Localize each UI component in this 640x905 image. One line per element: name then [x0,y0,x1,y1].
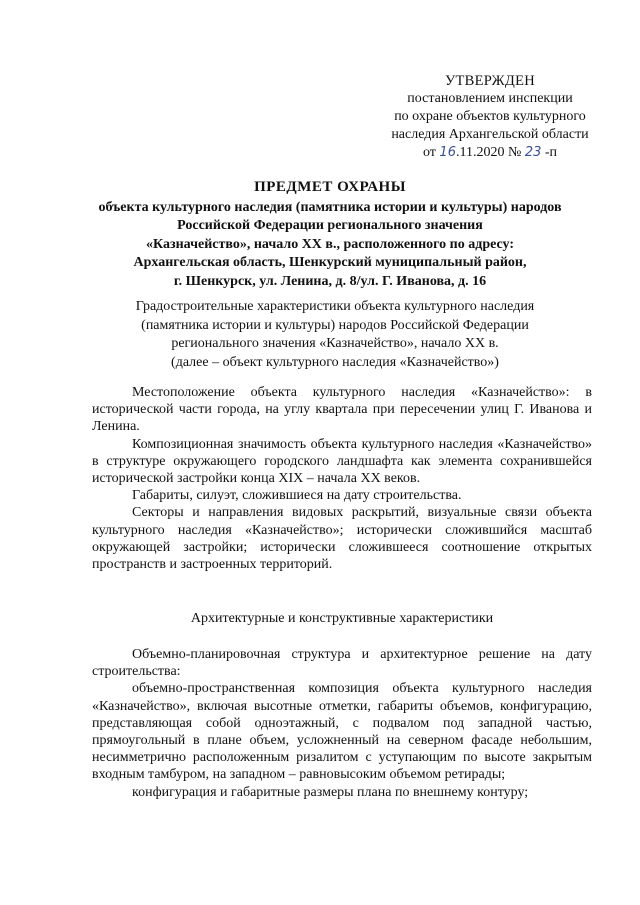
heading-line: Архангельская область, Шенкурский муниципальный район, [133,255,527,271]
paragraph: Габариты, силуэт, сложившиеся на дату строительства. [132,488,462,504]
subheading-line: Градостроительные характеристики объекта культурного наследия [135,299,535,314]
architecture-section-title: Архитектурные и конструктивные характеристики [190,611,494,626]
paragraph: конфигурация и габаритные размеры плана по внешнему контуру; [132,784,529,800]
paragraph: Композиционная значимость объекта культурного наследия «Казначейство» в структуре окружающего городского ландшафта как элемента сохранившейся исторической застройки конца XIX – начала XX веков. [92,436,592,487]
subheading-line: (памятника истории и культуры) народов Российской Федерации [141,317,529,333]
heading-line: Российской Федерации регионального значения [177,218,483,234]
number-suffix: -п [544,145,558,160]
urban-characteristics [92,384,592,573]
approval-date-line [385,144,595,162]
subheading-line: (далее – объект культурного наследия «Казначейство») [171,354,499,370]
document-title: ПРЕДМЕТ ОХРАНЫ [254,179,406,195]
approval-title: УТВЕРЖДЕН [444,73,536,89]
approval-stamp [385,72,595,162]
paragraph: Местоположение объекта культурного наследия «Казначейство»: в исторической части города, на углу квартала при пересечении улиц Г. Иванова и Ленина. [92,385,592,435]
paragraph: объемно-пространственная композиция объекта культурного наследия «Казначейство», включая высотные отметки, габариты объемов, конфигурацию, представляющая собой одноэтажный, с подвалом под западной частью, прямоугольный в плане объем, усложненный на северном фасаде небольшим, несимметрично расположенным ризалитом с уступающим по высоте закрытым входным тамбуром, на западном – равновысоким объемом ретирады; [92,681,592,783]
date-prefix: от [422,145,436,160]
heading-line: «Казначейство», начало XX в., расположенного по адресу: [145,236,515,252]
heading-line: объекта культурного наследия (памятника истории и культуры) народов [98,199,562,215]
architecture-characteristics [92,646,592,801]
paragraph: Объемно-планировочная структура и архитектурное решение на дату строительства: [92,647,592,680]
heading-line: г. Шенкурск, ул. Ленина, д. 8/ул. Г. Иванова, д. 16 [173,273,487,289]
subheading-line: регионального значения «Казначейство», начало XX в. [171,336,499,352]
paragraph: Секторы и направления видовых раскрытий, визуальные связи объекта культурного наследия «Казначейство»; исторически сложившийся масштаб окружающей застройки; исторически сложившееся соотношение открытых пространств и застроенных территорий. [92,505,592,573]
approval-line: наследия Архангельской области [391,127,589,142]
approval-line: по охране объектов культурного [394,109,586,124]
approval-line: постановлением инспекции [407,91,573,106]
document-heading [70,178,590,292]
handwritten-number: 23 [524,145,542,160]
handwritten-day: 16 [439,145,456,160]
date-rest: .11.2020 № [455,145,522,160]
section-subheading [80,298,590,372]
